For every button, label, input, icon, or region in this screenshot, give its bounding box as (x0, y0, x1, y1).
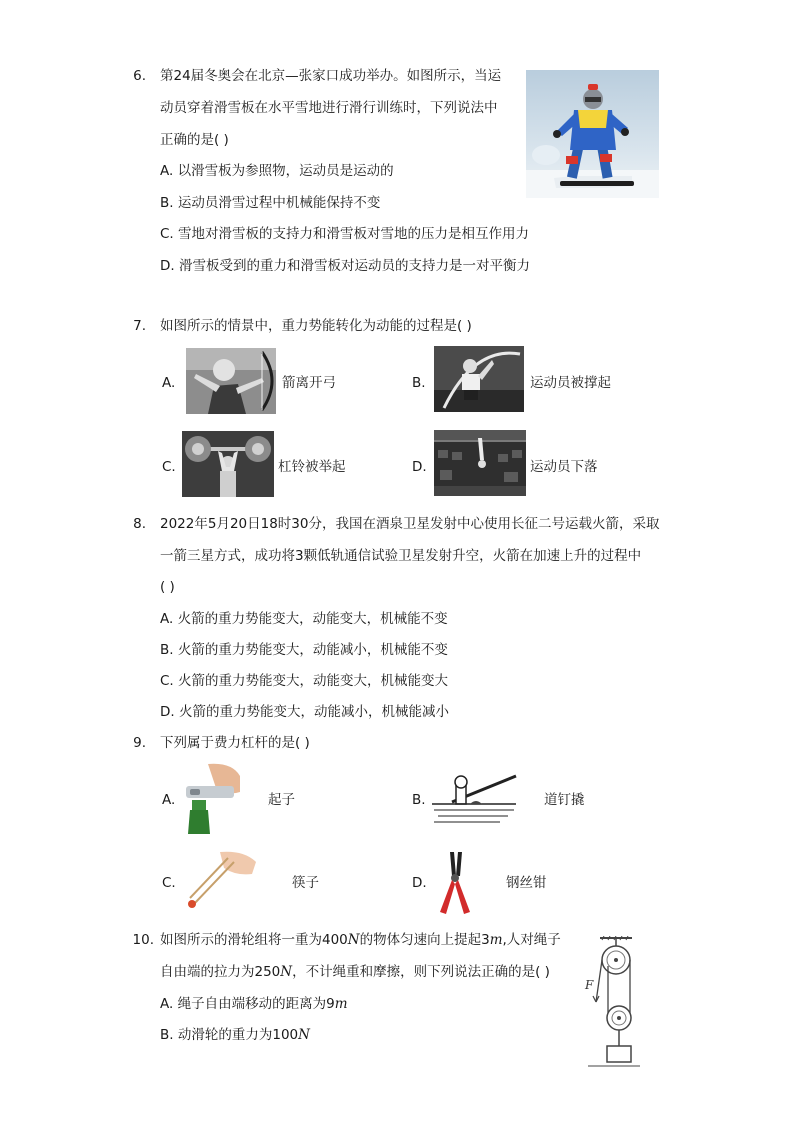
option-label[interactable]: D. (412, 459, 427, 475)
question-stem-line: 2022年5月20日18时30分，我国在酒泉卫星发射中心使用长征二号运载火箭，采取 (160, 516, 660, 532)
option-caption: 钢丝钳 (506, 875, 547, 891)
weightlifting-photo (182, 431, 274, 497)
option-label: B. (160, 195, 174, 211)
option-caption: 道钉撬 (544, 792, 585, 808)
bottle-opener-image (180, 762, 244, 834)
question-stem-line: 如图所示的滑轮组将一重为400N的物体匀速向上提起3m,人对绳子 (160, 932, 561, 948)
option-d[interactable] (160, 702, 449, 722)
spike-lever-image (430, 772, 520, 826)
question-stem-line: 正确的是( ) (160, 132, 229, 148)
question-stem-line: 一箭三星方式，成功将3颗低轨通信试验卫星发射升空，火箭在加速上升的过程中 (160, 548, 642, 564)
archery-photo (186, 348, 276, 414)
option-c[interactable] (160, 224, 529, 244)
inline-math: 3m (481, 932, 503, 948)
snowboarder-photo (526, 70, 659, 198)
question-number: 7. (133, 318, 146, 334)
option-a[interactable] (160, 161, 394, 181)
option-label[interactable]: C. (162, 875, 176, 891)
option-c[interactable] (160, 671, 448, 691)
pole-vault-photo (434, 346, 524, 412)
diver-falling-photo (434, 430, 526, 496)
option-text: 以滑雪板为参照物，运动员是运动的 (177, 163, 394, 179)
option-caption: 杠铃被举起 (278, 459, 346, 475)
question-number: 8. (133, 516, 146, 532)
option-text: 绳子自由端移动的距离为9m (177, 996, 348, 1012)
option-text: 滑雪板受到的重力和滑雪板对运动员的支持力是一对平衡力 (178, 258, 530, 274)
option-text: 雪地对滑雪板的支持力和滑雪板对雪地的压力是相互作用力 (178, 226, 530, 242)
option-label: D. (160, 258, 175, 274)
question-number: 6. (133, 68, 146, 84)
question-stem-line: 下列属于费力杠杆的是( ) (160, 735, 310, 751)
option-label[interactable]: B. (412, 792, 426, 808)
pulley-system-diagram (582, 936, 644, 1068)
question-stem-line: 动员穿着滑雪板在水平雪地进行滑行训练时，下列说法中 (160, 100, 498, 116)
question-stem-line: ( ) (160, 579, 175, 595)
question-number: 10. (132, 932, 154, 948)
option-label: A. (160, 611, 174, 627)
option-label: A. (160, 996, 174, 1012)
option-label: D. (160, 704, 175, 720)
question-stem-line: 自由端的拉力为250N，不计绳重和摩擦，则下列说法正确的是( ) (160, 964, 550, 980)
option-text: 火箭的重力势能变大，动能减小，机械能减小 (178, 704, 449, 720)
option-text: 运动员滑雪过程中机械能保持不变 (177, 195, 381, 211)
option-b[interactable] (160, 193, 380, 213)
force-label: F (585, 978, 594, 992)
option-label: C. (160, 226, 174, 242)
option-caption: 箭离开弓 (282, 375, 336, 391)
question-number: 9. (133, 735, 146, 751)
option-text: 火箭的重力势能变大，动能减小，机械能不变 (177, 642, 448, 658)
option-label[interactable]: B. (412, 375, 426, 391)
option-text: 火箭的重力势能变大，动能变大，机械能变大 (178, 673, 449, 689)
inline-math: 400N (322, 932, 360, 948)
option-label: B. (160, 1027, 174, 1043)
option-caption: 运动员被撑起 (530, 375, 611, 391)
option-a[interactable] (160, 994, 348, 1014)
option-a[interactable] (160, 609, 448, 629)
option-text: 火箭的重力势能变大，动能变大，机械能不变 (177, 611, 448, 627)
option-caption: 起子 (268, 792, 295, 808)
question-stem-line: 如图所示的情景中，重力势能转化为动能的过程是( ) (160, 318, 472, 334)
option-b[interactable] (160, 640, 448, 660)
inline-math: 250N (254, 964, 293, 980)
option-label: C. (160, 673, 174, 689)
option-label: A. (160, 163, 174, 179)
option-text: 动滑轮的重力为100N (177, 1027, 310, 1043)
option-b[interactable] (160, 1025, 310, 1045)
option-label[interactable]: A. (162, 375, 176, 391)
option-label[interactable]: C. (162, 459, 176, 475)
option-caption: 筷子 (292, 875, 319, 891)
option-label: B. (160, 642, 174, 658)
option-label[interactable]: D. (412, 875, 427, 891)
chopsticks-image (182, 848, 258, 910)
option-caption: 运动员下落 (530, 459, 598, 475)
option-label[interactable]: A. (162, 792, 176, 808)
option-d[interactable] (160, 256, 530, 276)
pliers-image (430, 848, 480, 916)
question-stem-line: 第24届冬奥会在北京—张家口成功举办。如图所示，当运 (160, 68, 502, 84)
